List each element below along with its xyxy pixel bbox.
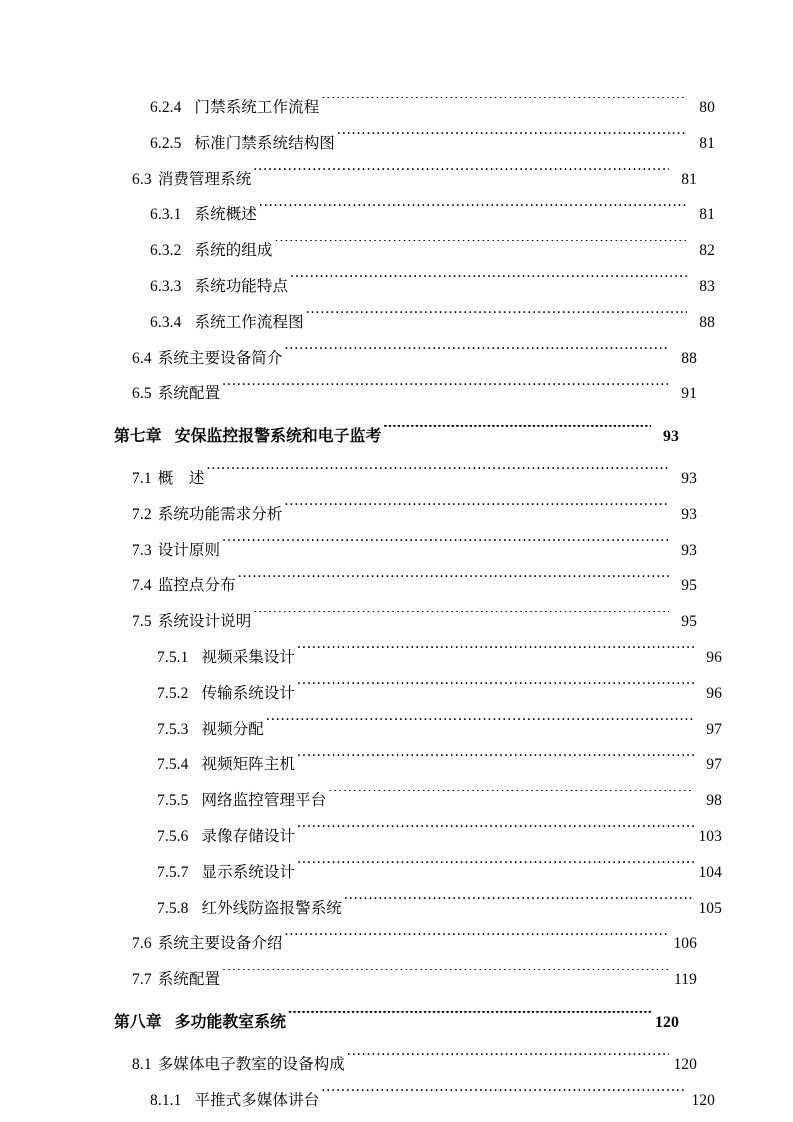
toc-entry-label bbox=[132, 926, 284, 962]
toc-entry[interactable] bbox=[132, 341, 697, 377]
toc-entry-number: 7.5.4 bbox=[157, 756, 189, 774]
toc-entry-number: 6.3.3 bbox=[150, 277, 182, 295]
toc-page-number: 104 bbox=[698, 863, 722, 881]
toc-entry[interactable] bbox=[132, 962, 697, 998]
toc-entry-title: 标准门禁系统结构图 bbox=[194, 134, 335, 152]
toc-entry[interactable] bbox=[132, 533, 697, 569]
toc-entry-label bbox=[150, 1083, 320, 1119]
toc-entry-number: 7.1 bbox=[132, 469, 152, 487]
toc-entry-label bbox=[132, 376, 221, 412]
toc-dot-leader bbox=[290, 275, 687, 291]
toc-page-number: 120 bbox=[691, 1091, 715, 1109]
toc-entry[interactable] bbox=[157, 676, 722, 712]
toc-entry-label bbox=[114, 1005, 287, 1041]
toc-entry-number: 7.5.2 bbox=[157, 684, 189, 702]
toc-entry-title: 系统配置 bbox=[157, 385, 221, 403]
toc-entry[interactable] bbox=[132, 568, 697, 604]
toc-page-number: 120 bbox=[655, 1013, 679, 1031]
toc-entry-number: 7.5.7 bbox=[157, 863, 189, 881]
toc-entry[interactable] bbox=[150, 269, 715, 305]
toc-entry-label bbox=[114, 419, 382, 455]
toc-entry-number: 6.3.2 bbox=[150, 242, 182, 260]
toc-entry-number: 第八章 bbox=[114, 1013, 162, 1031]
toc-dot-leader bbox=[297, 682, 694, 698]
toc-page-number: 82 bbox=[699, 242, 715, 260]
toc-entry[interactable] bbox=[132, 926, 697, 962]
toc-dot-leader bbox=[207, 467, 670, 483]
toc-entry[interactable] bbox=[157, 855, 722, 891]
toc-entry-label bbox=[132, 341, 284, 377]
toc-page-number: 119 bbox=[674, 971, 697, 989]
toc-dot-leader bbox=[306, 311, 687, 327]
toc-entry-label bbox=[132, 162, 252, 198]
toc-page-number: 103 bbox=[698, 827, 722, 845]
toc-entry-title: 系统功能特点 bbox=[194, 277, 289, 295]
toc-entry-label bbox=[157, 712, 265, 748]
toc-entry[interactable] bbox=[132, 604, 697, 640]
toc-entry-label bbox=[157, 855, 296, 891]
toc-entry-title: 安保监控报警系统和电子监考 bbox=[174, 428, 382, 446]
toc-entry-number: 8.1.1 bbox=[150, 1091, 182, 1109]
toc-entry[interactable] bbox=[132, 461, 697, 497]
toc-entry-title: 系统主要设备介绍 bbox=[157, 935, 283, 953]
toc-entry[interactable] bbox=[150, 90, 715, 126]
toc-entry[interactable] bbox=[157, 783, 722, 819]
toc-entry-number: 7.7 bbox=[132, 971, 152, 989]
toc-entry-label bbox=[157, 676, 296, 712]
toc-entry-label bbox=[132, 1047, 346, 1083]
toc-entry-label bbox=[132, 461, 206, 497]
toc-entry-title: 门禁系统工作流程 bbox=[194, 99, 320, 116]
toc-page-number: 91 bbox=[681, 385, 697, 403]
toc-dot-leader bbox=[266, 718, 694, 734]
toc-page-number: 95 bbox=[681, 577, 697, 595]
toc-entry-title: 概 述 bbox=[157, 469, 205, 487]
toc-entry-title: 消费管理系统 bbox=[157, 170, 252, 188]
toc-entry-title: 系统功能需求分析 bbox=[157, 505, 283, 523]
toc-entry-title: 系统概述 bbox=[194, 206, 257, 224]
toc-entry-title: 视频矩阵主机 bbox=[201, 756, 296, 774]
toc-entry-label bbox=[132, 497, 284, 533]
toc-page-number: 105 bbox=[698, 899, 722, 917]
toc-page-number: 95 bbox=[681, 613, 697, 631]
toc-entry-label bbox=[132, 604, 252, 640]
toc-entry-label bbox=[150, 269, 289, 305]
toc-entry-title: 平推式多媒体讲台 bbox=[194, 1091, 320, 1109]
toc-page-number: 97 bbox=[706, 756, 722, 774]
toc-entry-number: 7.5.1 bbox=[157, 648, 189, 666]
toc-entry[interactable] bbox=[150, 126, 715, 162]
toc-entry-title: 视频分配 bbox=[201, 720, 264, 738]
toc-entry-label bbox=[132, 568, 237, 604]
toc-entry-title: 多媒体电子教室的设备构成 bbox=[157, 1055, 345, 1073]
toc-entry-title: 监控点分布 bbox=[157, 577, 236, 595]
toc-entry-title: 系统工作流程图 bbox=[194, 313, 304, 331]
toc-dot-leader bbox=[222, 539, 669, 555]
toc-entry-label bbox=[150, 233, 274, 269]
toc-entry-number: 6.2.5 bbox=[150, 134, 182, 152]
toc-entry-number: 7.5 bbox=[132, 613, 152, 631]
toc-page-number: 80 bbox=[699, 99, 715, 116]
table-of-contents bbox=[114, 90, 722, 1118]
toc-dot-leader bbox=[321, 1089, 687, 1105]
toc-page-number: 88 bbox=[699, 313, 715, 331]
toc-entry[interactable] bbox=[132, 162, 697, 198]
toc-entry-label bbox=[132, 962, 221, 998]
toc-entry-number: 7.4 bbox=[132, 577, 152, 595]
toc-entry-number: 第七章 bbox=[114, 428, 162, 446]
toc-page-number: 93 bbox=[681, 505, 697, 523]
toc-entry-number: 6.3 bbox=[132, 170, 152, 188]
toc-entry-label bbox=[157, 819, 296, 855]
toc-page-number: 88 bbox=[681, 349, 697, 367]
toc-page-number: 93 bbox=[681, 541, 697, 559]
toc-entry-number: 6.4 bbox=[132, 349, 152, 367]
toc-page-number: 83 bbox=[699, 277, 715, 295]
toc-entry[interactable] bbox=[150, 305, 715, 341]
toc-page-number: 96 bbox=[706, 648, 722, 666]
toc-entry-number: 7.5.5 bbox=[157, 792, 189, 810]
toc-entry[interactable] bbox=[157, 819, 722, 855]
toc-entry-label bbox=[150, 197, 258, 233]
toc-dot-leader bbox=[297, 861, 694, 877]
toc-entry[interactable] bbox=[157, 640, 722, 676]
toc-entry-title: 视频采集设计 bbox=[201, 648, 296, 666]
toc-page-number: 81 bbox=[699, 134, 715, 152]
toc-page-number: 96 bbox=[706, 684, 722, 702]
toc-dot-leader bbox=[383, 425, 651, 441]
toc-entry-number: 7.5.6 bbox=[157, 827, 189, 845]
toc-dot-leader bbox=[347, 1053, 669, 1069]
toc-dot-leader bbox=[297, 825, 694, 841]
toc-entry-title: 多功能教室系统 bbox=[174, 1013, 286, 1031]
toc-entry[interactable] bbox=[114, 419, 679, 455]
toc-entry-label bbox=[150, 90, 320, 126]
toc-entry-label bbox=[150, 126, 336, 162]
toc-page-number: 93 bbox=[681, 469, 697, 487]
toc-entry-title: 传输系统设计 bbox=[201, 684, 296, 702]
toc-entry[interactable] bbox=[157, 747, 722, 783]
toc-entry-number: 7.3 bbox=[132, 541, 152, 559]
toc-entry[interactable] bbox=[132, 497, 697, 533]
toc-entry-label bbox=[157, 891, 343, 927]
toc-entry-number: 6.2.4 bbox=[150, 99, 182, 116]
toc-entry-number: 7.2 bbox=[132, 505, 152, 523]
toc-entry-title: 系统设计说明 bbox=[157, 613, 252, 631]
toc-dot-leader bbox=[297, 754, 694, 770]
toc-entry[interactable] bbox=[150, 197, 715, 233]
toc-entry-label bbox=[157, 640, 296, 676]
toc-dot-leader bbox=[328, 790, 694, 806]
toc-page-number: 97 bbox=[706, 720, 722, 738]
toc-dot-leader bbox=[253, 611, 669, 627]
toc-page-number: 93 bbox=[663, 428, 679, 446]
toc-entry[interactable] bbox=[157, 891, 722, 927]
toc-dot-leader bbox=[238, 575, 669, 591]
toc-entry-label bbox=[150, 305, 305, 341]
toc-dot-leader bbox=[253, 168, 669, 184]
toc-entry-title: 录像存储设计 bbox=[201, 827, 296, 845]
toc-entry[interactable] bbox=[150, 1083, 715, 1119]
toc-entry-number: 7.6 bbox=[132, 935, 152, 953]
toc-entry-title: 系统的组成 bbox=[194, 242, 273, 260]
toc-entry-label bbox=[157, 783, 327, 819]
toc-entry-number: 6.3.1 bbox=[150, 206, 182, 224]
toc-page-number: 98 bbox=[706, 792, 722, 810]
toc-entry[interactable] bbox=[132, 376, 697, 412]
toc-entry[interactable] bbox=[114, 1005, 679, 1041]
toc-dot-leader bbox=[337, 132, 687, 148]
toc-entry-title: 显示系统设计 bbox=[201, 863, 296, 881]
toc-page-number: 120 bbox=[673, 1055, 697, 1073]
toc-entry-number: 6.5 bbox=[132, 385, 152, 403]
toc-page-number: 81 bbox=[681, 170, 697, 188]
toc-entry-title: 系统主要设备简介 bbox=[157, 349, 283, 367]
toc-entry-label bbox=[157, 747, 296, 783]
toc-page-number: 81 bbox=[699, 206, 715, 224]
toc-entry-title: 设计原则 bbox=[157, 541, 221, 559]
toc-dot-leader bbox=[321, 97, 687, 113]
toc-dot-leader bbox=[285, 503, 670, 519]
toc-dot-leader bbox=[288, 1011, 651, 1027]
toc-entry-title: 系统配置 bbox=[157, 971, 221, 989]
toc-entry[interactable] bbox=[132, 1047, 697, 1083]
toc-entry-number: 8.1 bbox=[132, 1055, 152, 1073]
toc-dot-leader bbox=[285, 933, 670, 949]
toc-dot-leader bbox=[275, 240, 687, 256]
toc-entry-number: 7.5.3 bbox=[157, 720, 189, 738]
toc-entry-number: 6.3.4 bbox=[150, 313, 182, 331]
toc-entry[interactable] bbox=[150, 233, 715, 269]
toc-page-number: 106 bbox=[673, 935, 697, 953]
toc-entry-label bbox=[132, 533, 221, 569]
toc-dot-leader bbox=[285, 347, 670, 363]
toc-entry-title: 红外线防盗报警系统 bbox=[201, 899, 342, 917]
toc-entry[interactable] bbox=[157, 712, 722, 748]
toc-dot-leader bbox=[222, 383, 669, 399]
toc-dot-leader bbox=[297, 646, 694, 662]
toc-entry-number: 7.5.8 bbox=[157, 899, 189, 917]
toc-dot-leader bbox=[222, 969, 669, 985]
toc-entry-title: 网络监控管理平台 bbox=[201, 792, 327, 810]
toc-dot-leader bbox=[259, 204, 687, 220]
toc-dot-leader bbox=[344, 897, 694, 913]
